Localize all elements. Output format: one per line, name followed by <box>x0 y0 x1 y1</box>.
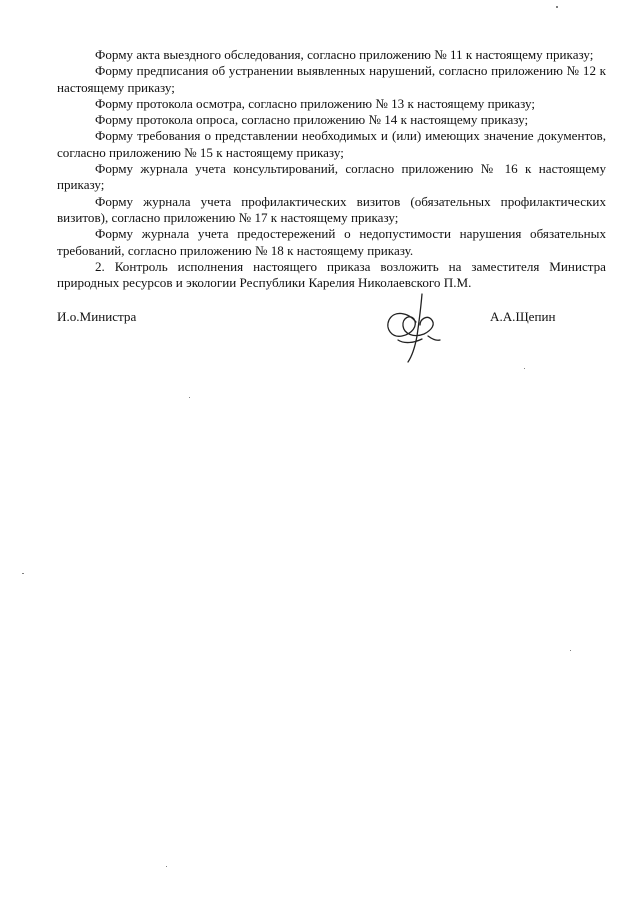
paragraph-control-clause: 2. Контроль исполнения настоящего приказа возложить на заместителя Министра природных ресурсов и экологии Республики Карелия Николаевского П.М. <box>57 258 606 291</box>
scan-speck <box>166 866 167 867</box>
document-body <box>57 47 606 291</box>
paragraph-form-11: Форму акта выездного обследования, согласно приложению № 11 к настоящему приказу; <box>95 47 594 62</box>
scan-speck <box>22 573 24 574</box>
paragraph-form-13: Форму протокола осмотра, согласно приложению № 13 к настоящему приказу; <box>95 95 536 111</box>
signatory-title: И.о.Министра <box>57 309 137 324</box>
handwritten-signature <box>384 292 444 364</box>
paragraph-form-12: Форму предписания об устранении выявленных нарушений, согласно приложению № 12 к настоящему приказу; <box>57 63 606 95</box>
paragraph-form-17: Форму журнала учета профилактических визитов (обязательных профилактических визитов), согласно приложению № 17 к настоящему приказу; <box>57 193 606 225</box>
paragraph-form-18: Форму журнала учета предостережений о недопустимости нарушения обязательных требований, согласно приложению № 18 к настоящему приказу. <box>57 226 606 258</box>
paragraph-form-15: Форму требования о представлении необходимых и (или) имеющих значение документов, согласно приложению № 15 к настоящему приказу; <box>57 128 606 160</box>
scan-speck <box>556 6 558 8</box>
scan-speck <box>524 368 525 369</box>
paragraph-form-14: Форму протокола опроса, согласно приложению № 14 к настоящему приказу; <box>95 112 529 128</box>
signatory-name: А.А.Щепин <box>490 309 556 324</box>
scan-speck <box>189 397 190 398</box>
paragraph-form-16: Форму журнала учета консультирований, согласно приложению № 16 к настоящему приказу; <box>57 161 606 193</box>
scan-speck <box>570 650 571 651</box>
